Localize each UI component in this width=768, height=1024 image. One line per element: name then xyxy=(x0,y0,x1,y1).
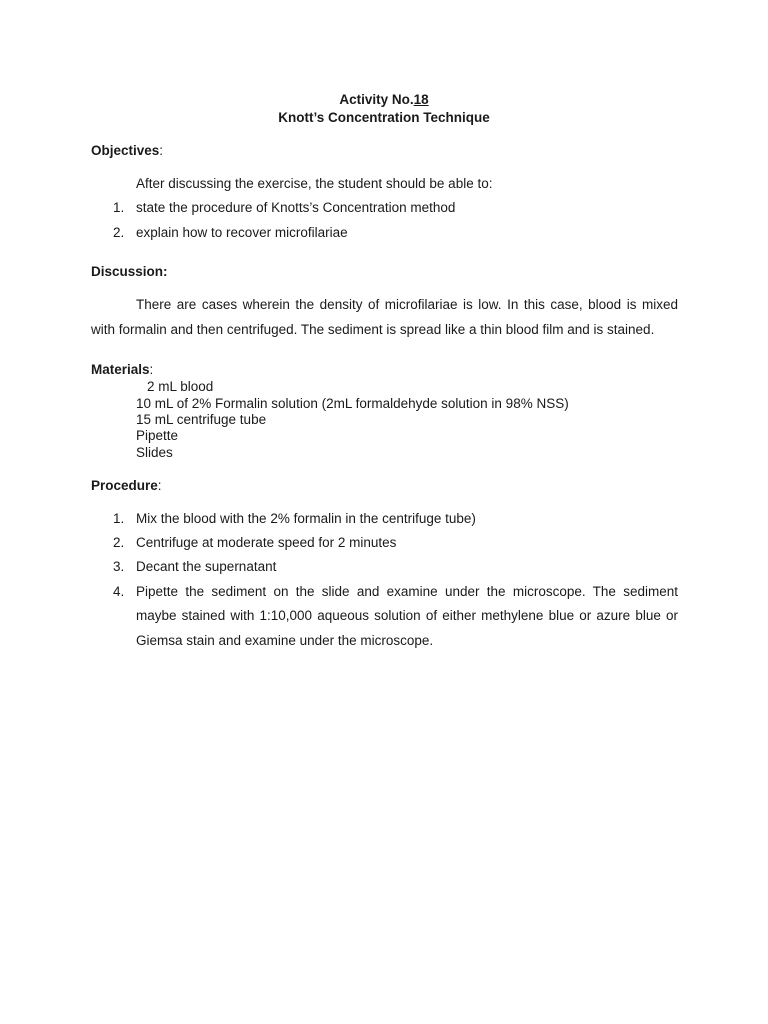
procedure-step: Mix the blood with the 2% formalin in the centrifuge tube) xyxy=(136,511,476,526)
material-item: 2 mL blood xyxy=(147,379,214,394)
procedure-heading-label: Procedure xyxy=(91,478,158,493)
procedure-number: 2. xyxy=(113,535,125,550)
procedure-heading xyxy=(91,478,162,493)
objectives-heading xyxy=(91,143,163,158)
materials-heading-label: Materials xyxy=(91,362,150,377)
objectives-intro: After discussing the exercise, the student should be able to: xyxy=(136,176,493,191)
procedure-colon: : xyxy=(157,478,162,493)
discussion-line: with formalin and then centrifuged. The sediment is spread like a thin blood film and is stained. xyxy=(91,322,655,337)
discussion-heading: Discussion: xyxy=(91,264,168,279)
objectives-heading-label: Objectives xyxy=(91,143,160,158)
material-item: Slides xyxy=(136,445,173,460)
procedure-number: 3. xyxy=(113,559,125,574)
objective-number: 1. xyxy=(113,200,125,215)
objective-text: explain how to recover microfilariae xyxy=(136,225,348,240)
procedure-step: Pipette the sediment on the slide and examine under the microscope. The sediment xyxy=(136,584,678,599)
discussion-line: There are cases wherein the density of microfilariae is low. In this case, blood is mixed xyxy=(136,297,678,312)
activity-number: 18 xyxy=(413,92,429,107)
procedure-step: Centrifuge at moderate speed for 2 minutes xyxy=(136,535,397,550)
material-item: 10 mL of 2% Formalin solution (2mL formaldehyde solution in 98% NSS) xyxy=(136,396,569,411)
objective-number: 2. xyxy=(113,225,125,240)
document-title: Knott’s Concentration Technique xyxy=(278,110,490,125)
material-item: 15 mL centrifuge tube xyxy=(136,412,267,427)
procedure-number: 1. xyxy=(113,511,125,526)
procedure-step: Giemsa stain and examine under the microscope. xyxy=(136,633,434,648)
materials-heading xyxy=(91,362,153,377)
procedure-step: Decant the supernatant xyxy=(136,559,277,574)
activity-heading xyxy=(0,92,768,107)
procedure-number: 4. xyxy=(113,584,125,599)
material-item: Pipette xyxy=(136,428,179,443)
procedure-step: maybe stained with 1:10,000 aqueous solution of either methylene blue or azure blue or xyxy=(136,608,678,623)
materials-colon: : xyxy=(149,362,154,377)
objective-text: state the procedure of Knotts’s Concentration method xyxy=(136,200,456,215)
objectives-colon: : xyxy=(159,143,164,158)
activity-label: Activity No. xyxy=(339,92,414,107)
